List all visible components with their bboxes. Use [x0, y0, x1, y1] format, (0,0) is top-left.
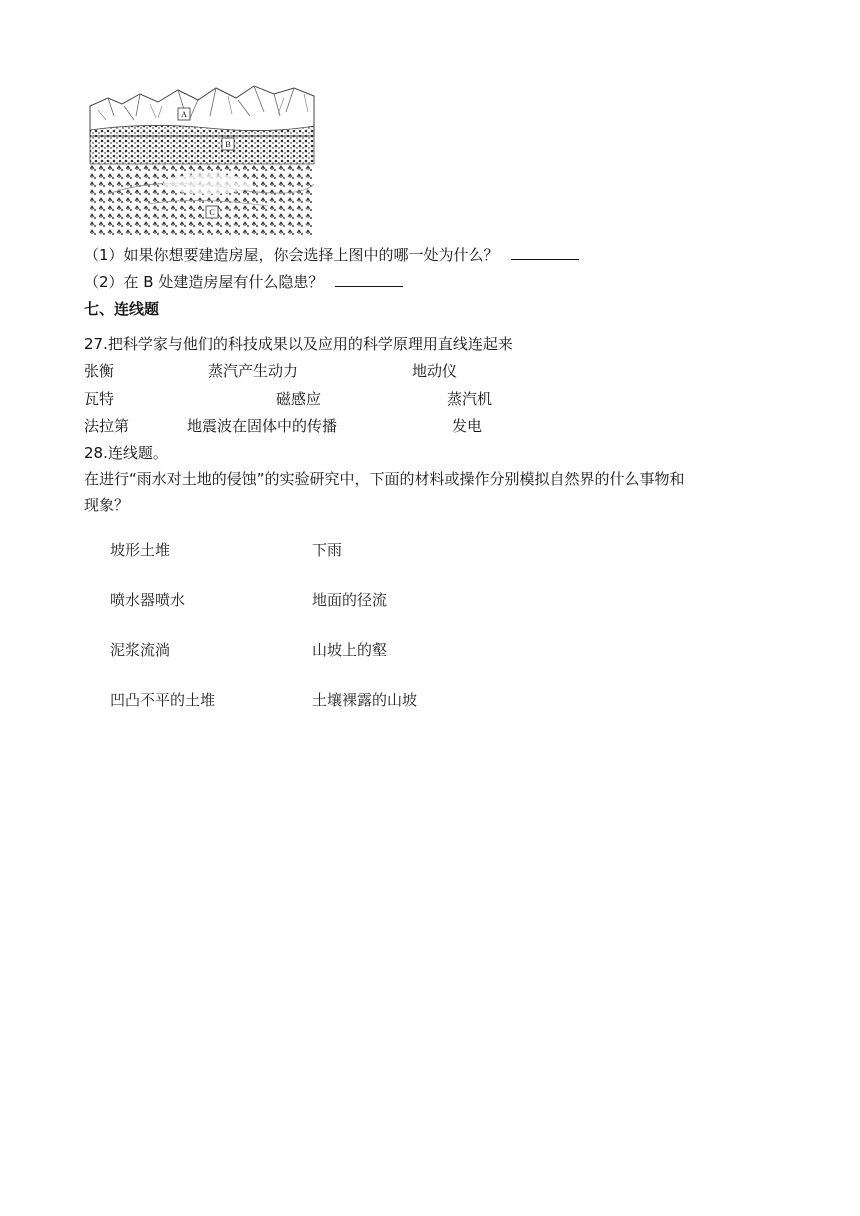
- q28-desc-line1: 在进行“雨水对土地的侵蚀”的实验研究中，下面的材料或操作分别模拟自然界的什么事物和: [84, 470, 685, 488]
- q27-row1-principle: 地动仪: [412, 362, 458, 380]
- q28-left-item-4[interactable]: 凹凸不平的土堆: [110, 691, 216, 709]
- q28-right-item-1[interactable]: 下雨: [312, 541, 343, 559]
- answer-blank-2[interactable]: [335, 272, 403, 287]
- q26-sub1: [84, 244, 579, 265]
- q27-row2-scientist: 瓦特: [84, 390, 115, 408]
- q28-left-item-2[interactable]: 喷水器喷水: [110, 591, 186, 609]
- answer-blank-1[interactable]: [511, 245, 579, 260]
- q27-row2-achievement: 磁感应: [276, 390, 322, 408]
- q28-left-item-3[interactable]: 泥浆流淌: [110, 641, 171, 659]
- q27-row1-achievement: 蒸汽产生动力: [208, 362, 299, 380]
- label-c: C: [209, 208, 215, 217]
- q27-row2-principle: 蒸汽机: [447, 390, 493, 408]
- q28-left-item-1[interactable]: 坡形土堆: [110, 541, 171, 559]
- section-heading: 七、连线题: [84, 300, 160, 318]
- q28-title: 28.连线题。: [84, 444, 168, 462]
- q28-right-item-4[interactable]: 土壤裸露的山坡: [312, 691, 418, 709]
- q27-title: 27.把科学家与他们的科技成果以及应用的科学原理用直线连起来: [84, 335, 513, 353]
- label-a: A: [181, 110, 187, 119]
- q27-row1-scientist: 张衡: [84, 362, 115, 380]
- landscape-figure: [88, 84, 316, 236]
- q28-right-item-2[interactable]: 地面的径流: [312, 591, 388, 609]
- q28-desc-line2: 现象？: [84, 496, 130, 514]
- q28-right-item-3[interactable]: 山坡上的壑: [312, 641, 388, 659]
- q26-sub2: [84, 271, 403, 292]
- q27-row3-principle: 发电: [452, 417, 483, 435]
- q26-sub1-text: （1）如果你想要建造房屋，你会选择上图中的哪一处为什么？: [84, 246, 499, 264]
- landscape-illustration: [88, 84, 316, 236]
- label-b: B: [225, 140, 231, 149]
- q26-sub2-text: （2）在 B 处建造房屋有什么隐患？: [84, 273, 324, 291]
- q27-row3-achievement: 地震波在固体中的传播: [187, 417, 338, 435]
- q27-row3-scientist: 法拉第: [84, 417, 130, 435]
